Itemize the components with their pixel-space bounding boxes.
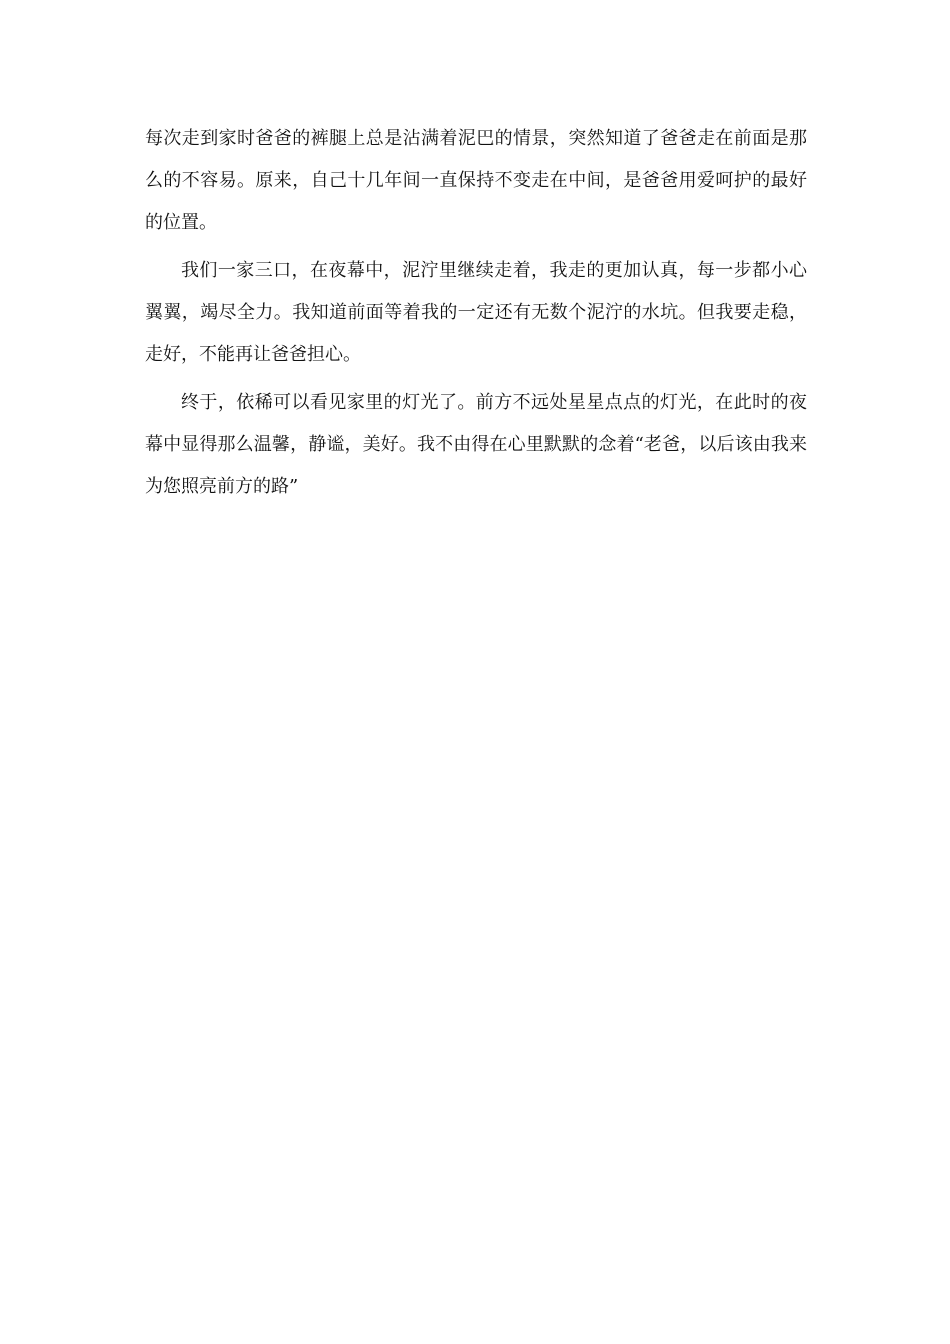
paragraph-2: 我们一家三口，在夜幕中，泥泞里继续走着，我走的更加认真，每一步都小心翼翼，竭尽全力。我知道前面等着我的一定还有无数个泥泞的水坑。但我要走稳，走好，不能再让爸爸担心。 xyxy=(145,260,807,365)
document-body xyxy=(145,118,807,514)
paragraph-3: 终于，依稀可以看见家里的灯光了。前方不远处星星点点的灯光，在此时的夜幕中显得那么温馨，静谧，美好。我不由得在心里默默的念着“老爸，以后该由我来为您照亮前方的路” xyxy=(145,392,807,497)
paragraph-1: 每次走到家时爸爸的裤腿上总是沾满着泥巴的情景，突然知道了爸爸走在前面是那么的不容易。原来，自己十几年间一直保持不变走在中间，是爸爸用爱呵护的最好的位置。 xyxy=(145,128,807,233)
